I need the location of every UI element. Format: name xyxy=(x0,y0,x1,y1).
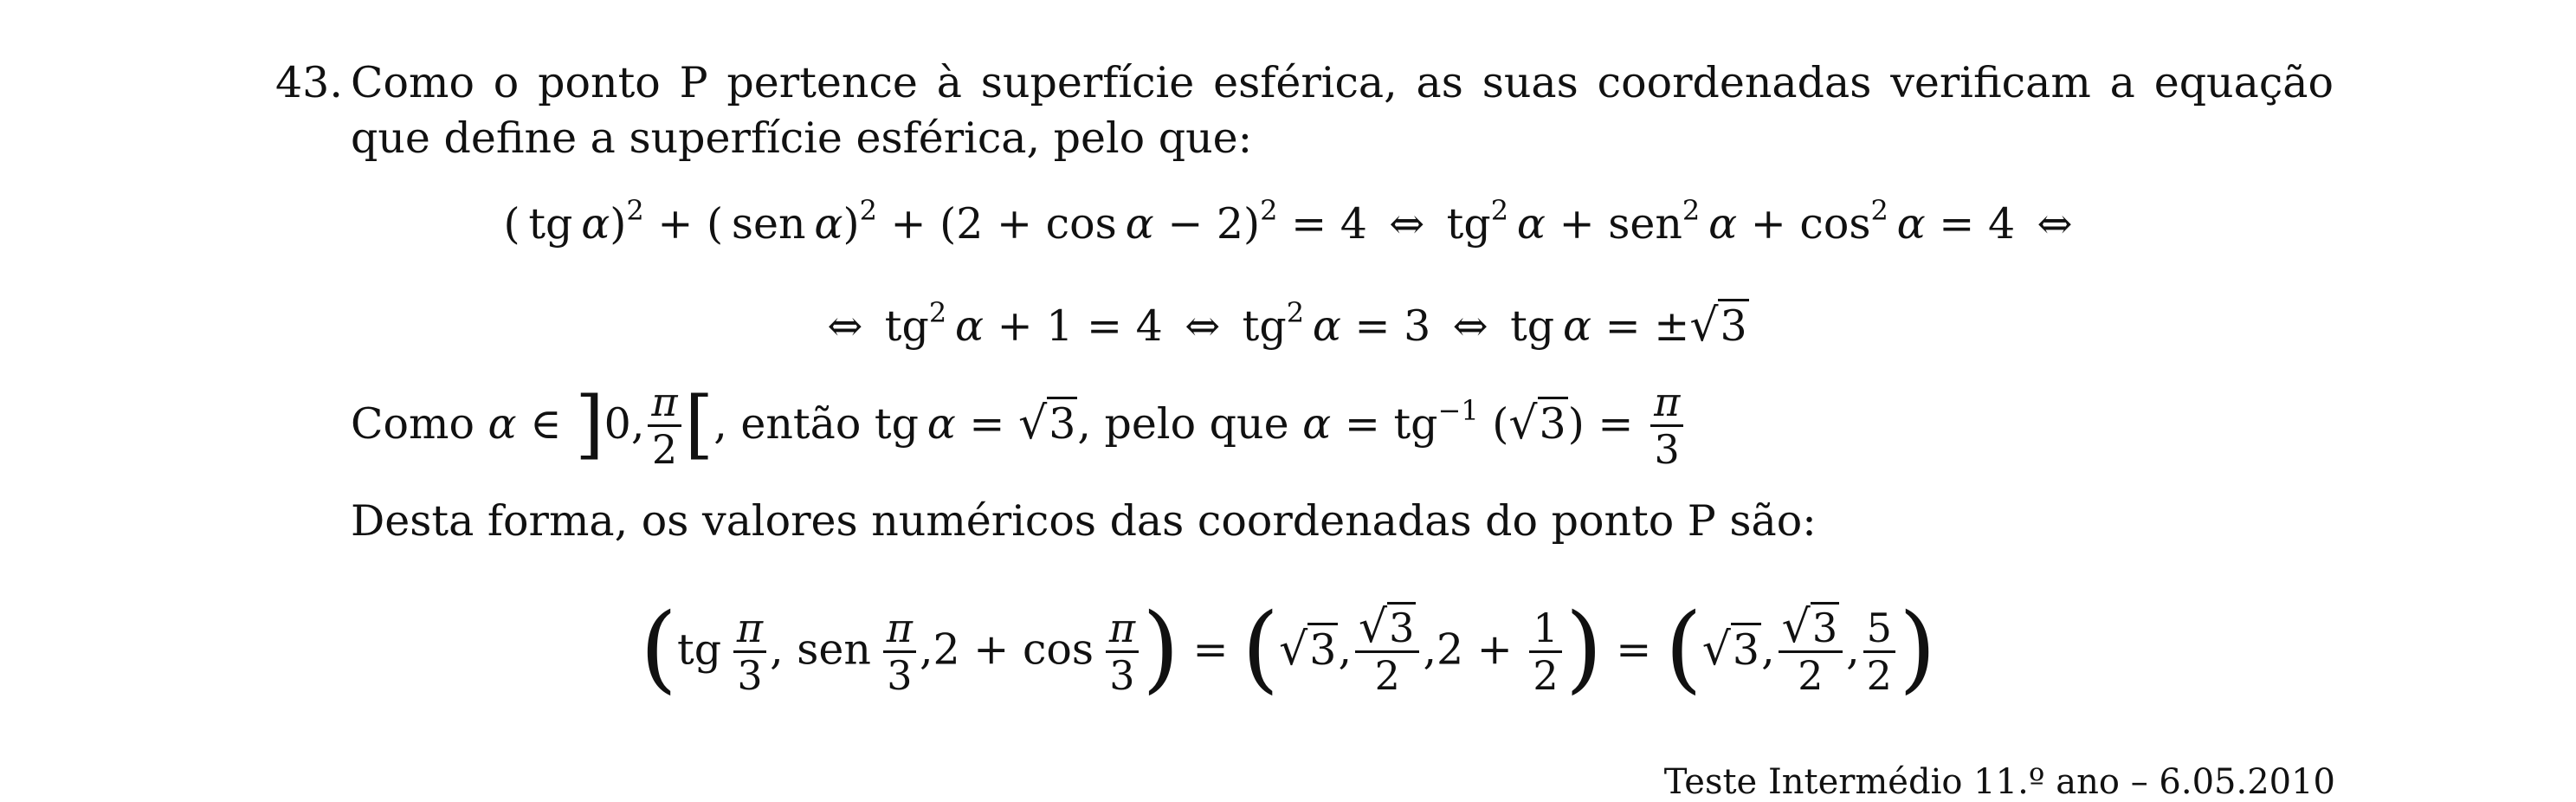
condition-word-entao: então xyxy=(740,399,862,449)
coordinates-sentence: Desta forma, os valores numéricos das coordenadas do ponto P são: xyxy=(351,496,1817,546)
coordinates-equation: (tg $\frac{\pi}{3}$ , sen $\frac{\pi}{3}$ ,2 + cos $\frac{\pi}{3}$ ) = (√3, $\frac{√3}{2}$ ,2 + $\frac{1}{2}$ ) = (√3, $\frac{√3}{2}$ , $\frac{5}{2}$ ) xyxy=(640,592,1936,703)
equation-line-2: ⇔ $tg^2$ α + 1 = 4 ⇔ $tg^2$ α = 3 ⇔ tg α = ±√3 xyxy=(827,295,1747,352)
footer-source: Teste Intermédio 11.º ano – 6.05.2010 xyxy=(1663,762,2335,802)
intro-paragraph: Como o ponto P pertence à superfície esférica, as suas coordenadas verificam a equação que define a superfície esférica, pelo que: xyxy=(351,58,2334,163)
condition-line: Como α ∈ ]0, $\frac{\pi}{2}$ [, então tg α = √3, pelo que $\alpha = tg^{-1}$ (√3) = $\frac{\pi}{3}$ xyxy=(351,381,1687,474)
equation-line-1: ( tg α)$^2$ + ( sen $\alpha)^2 + (2 + \cos \alpha - 2)^2 = 4$ ⇔ $tg^2$ α + sen$^2$ $\alpha + \cos^2 \alpha = 4$ ⇔ xyxy=(503,193,2073,249)
exercise-number: 43. xyxy=(275,58,343,107)
condition-word-pelo-que: pelo que xyxy=(1104,399,1289,449)
condition-word-como: Como xyxy=(351,399,475,449)
